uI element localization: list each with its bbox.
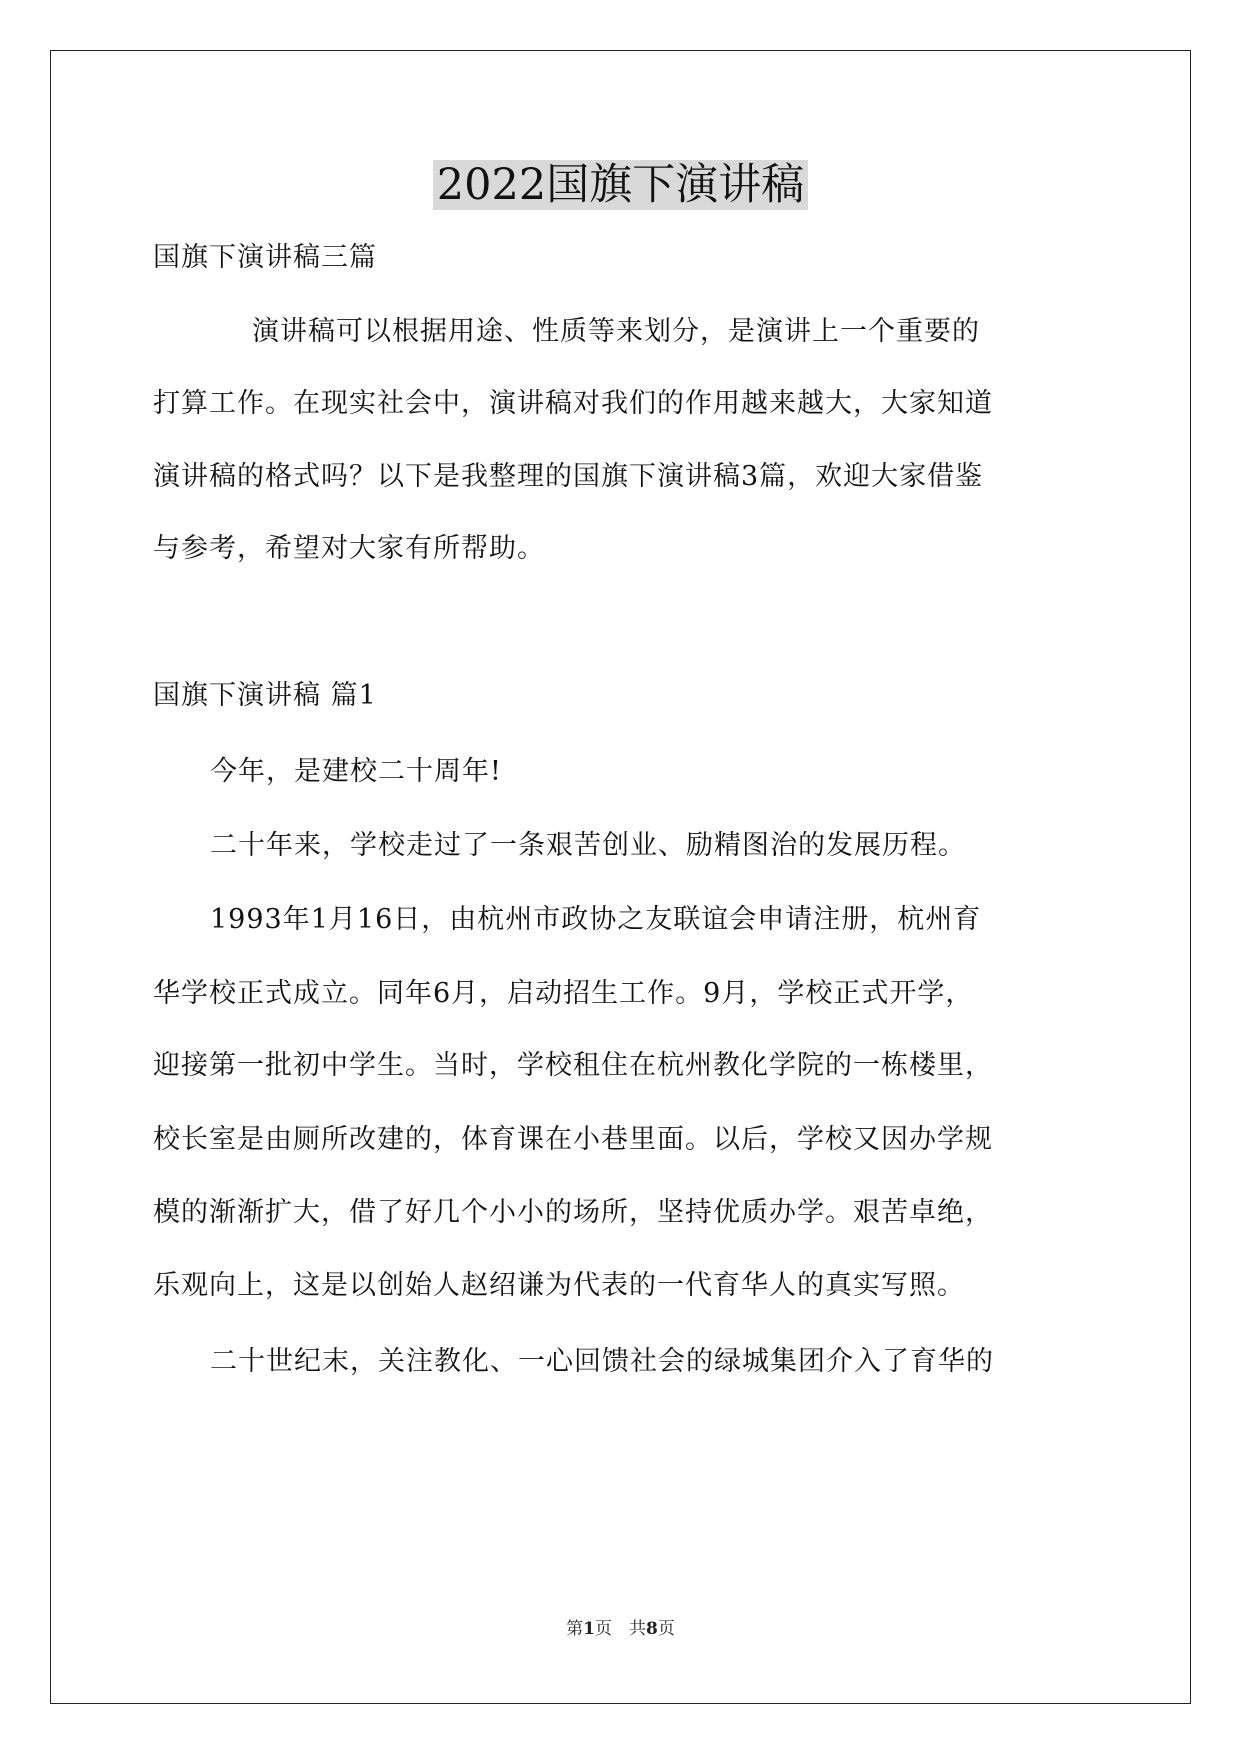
intro-paragraph-line: 演讲稿的格式吗？以下是我整理的国旗下演讲稿3篇，欢迎大家借鉴 [153,461,984,492]
section-heading: 国旗下演讲稿 篇1 [153,680,377,711]
document-title: 2022国旗下演讲稿 [0,155,1241,215]
body-paragraph-line: 今年，是建校二十周年! [210,756,502,787]
intro-paragraph-line: 打算工作。在现实社会中，演讲稿对我们的作用越来越大，大家知道 [153,388,993,419]
current-page-number: 1 [583,1619,595,1639]
page-border [50,50,1191,1704]
intro-heading: 国旗下演讲稿三篇 [153,242,377,273]
body-paragraph-line: 二十年来，学校走过了一条艰苦创业、励精图治的发展历程。 [210,830,966,861]
page-footer-suffix: 页 [657,1619,675,1639]
body-paragraph-line: 校长室是由厕所改建的，体育课在小巷里面。以后，学校又因办学规 [153,1124,993,1155]
page-footer-middle: 页 共 [595,1619,646,1639]
total-page-count: 8 [646,1619,658,1639]
body-paragraph-line: 二十世纪末，关注教化、一心回馈社会的绿城集团介入了育华的 [210,1346,994,1377]
page-footer-prefix: 第 [566,1619,584,1639]
body-paragraph-line: 迎接第一批初中学生。当时，学校租住在杭州教化学院的一栋楼里， [153,1050,993,1081]
body-paragraph-line: 1993年1月16日，由杭州市政协之友联谊会申请注册，杭州育 [210,904,982,935]
intro-paragraph-line: 与参考，希望对大家有所帮助。 [153,533,545,564]
body-paragraph-line: 模的渐渐扩大，借了好几个小小的场所，坚持优质办学。艰苦卓绝， [153,1197,993,1228]
body-paragraph-line: 乐观向上，这是以创始人赵绍谦为代表的一代育华人的真实写照。 [153,1270,965,1301]
body-paragraph-line: 华学校正式成立。同年6月，启动招生工作。9月，学校正式开学， [153,978,974,1009]
page-number-footer [0,1617,1241,1641]
intro-paragraph-line: 演讲稿可以根据用途、性质等来划分，是演讲上一个重要的 [252,316,980,347]
